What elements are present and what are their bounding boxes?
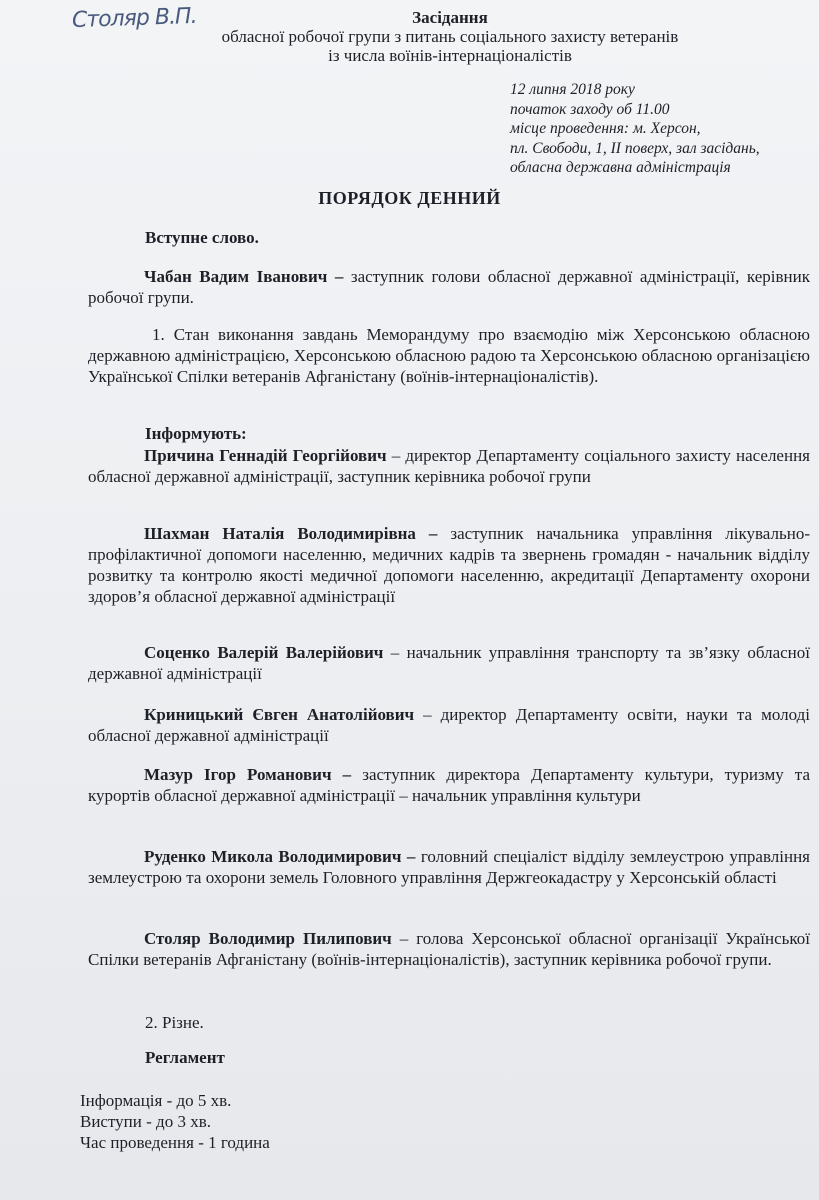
- speaker-role: – голова Херсонської обласної організації Української Спілки ветеранів Афганістану (воїнів-інтернаціоналістів), заступник керівника робочої групи.: [88, 929, 810, 969]
- speaker-role: – директор Департаменту соціального захисту населення обласної державної адміністрації, заступник керівника робочої групи: [88, 446, 810, 486]
- speaker-name: Руденко Микола Володимирович –: [144, 847, 416, 866]
- regulation-heading: Регламент: [145, 1048, 225, 1067]
- speaker-name: Чабан Вадим Іванович –: [144, 267, 344, 286]
- regulation-line: Інформація - до 5 хв.: [80, 1091, 232, 1110]
- speaker-role: заступник директора Департаменту культури, туризму та курортів обласної державної адміністрації – начальник управління культури: [88, 765, 810, 805]
- meeting-org: обласна державна адміністрація: [510, 159, 731, 176]
- speaker-name: Криницький Євген Анатолійович: [144, 705, 415, 724]
- speaker-role: заступник начальника управління лікувально-профілактичної допомоги населенню, медичних кадрів та звернень громадян - начальник відділу розвитку та контролю якості медичної допомоги населенню, акредитації Департаменту охорони здоров’я обласної державної адміністрації: [88, 524, 810, 606]
- regulation-list: [80, 1090, 270, 1153]
- intro-heading: Вступне слово.: [145, 228, 259, 247]
- speaker-name: Мазур Ігор Романович –: [144, 765, 352, 784]
- speaker-name: Столяр Володимир Пилипович: [144, 929, 392, 948]
- handwritten-note: Столяр В.П.: [71, 3, 197, 34]
- speaker-entry: [88, 846, 810, 888]
- speaker-name: Соценко Валерій Валерійович: [144, 643, 384, 662]
- speaker-entry: [88, 764, 810, 806]
- meeting-address: пл. Свободи, 1, ІІ поверх, зал засідань,: [510, 139, 760, 157]
- speaker-entry: [88, 704, 810, 746]
- header-line-1: Засідання: [412, 8, 488, 27]
- regulation-line: Час проведення - 1 година: [80, 1133, 270, 1152]
- regulation-line: Виступи - до 3 хв.: [80, 1112, 211, 1131]
- speaker-entry: [88, 445, 810, 487]
- speaker-entry: [88, 642, 810, 684]
- agenda-item-1: [88, 324, 810, 387]
- speaker-entry: [88, 523, 810, 607]
- speaker-role: головний спеціаліст відділу землеустрою управління землеустрою та охорони земель Головного управління Держгеокадастру у Херсонській області: [88, 847, 811, 887]
- speaker-role: – начальник управління транспорту та зв’язку обласної державної адміністрації: [88, 643, 810, 683]
- speaker-name: Причина Геннадій Георгійович: [144, 446, 387, 465]
- meeting-date: 12 липня 2018 року: [510, 81, 635, 98]
- document-header: [150, 8, 750, 65]
- header-line-2: обласної робочої групи з питань соціального захисту ветеранів: [221, 27, 679, 46]
- speaker-role: заступник голови обласної державної адміністрації, керівник робочої групи.: [88, 267, 810, 307]
- meeting-meta: [510, 80, 760, 178]
- speaker-name: Шахман Наталія Володимирівна –: [144, 524, 438, 543]
- speaker-role: – директор Департаменту освіти, науки та молоді обласної державної адміністрації: [88, 705, 810, 745]
- informs-label: Інформують:: [145, 424, 247, 443]
- meeting-start: початок заходу об 11.00: [510, 100, 670, 118]
- header-line-3: із числа воїнів-інтернаціоналістів: [328, 46, 572, 65]
- meeting-place: місце проведення: м. Херсон,: [510, 120, 701, 137]
- agenda-item-2: 2. Різне.: [145, 1013, 204, 1032]
- opening-speaker: [88, 266, 810, 308]
- page-title: ПОРЯДОК ДЕННИЙ: [318, 188, 501, 208]
- speaker-entry: [88, 928, 810, 970]
- agenda-item-text: 1. Стан виконання завдань Меморандуму про взаємодію між Херсонською обласною державною адміністрацією, Херсонською обласною радою та Херсонською обласною організацією Української Спілки ветеранів Афганістану (воїнів-інтернаціоналістів).: [88, 325, 810, 386]
